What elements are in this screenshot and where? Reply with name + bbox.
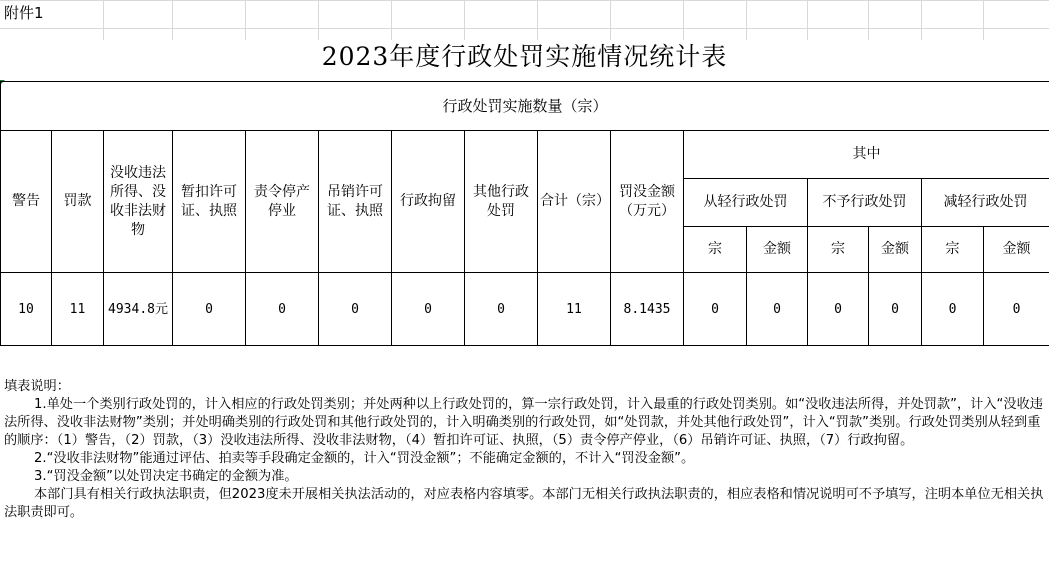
note-item: 本部门具有相关行政执法职责，但2023度未开展相关执法活动的，对应表格内容填零。本部门无相关行政执法职责的，相应表格和情况说明可不予填写，注明本单位无相关执法职责即可。: [4, 487, 1044, 520]
cell-reduced-amount: 0: [984, 273, 1049, 346]
col-header-warning: 警告: [1, 131, 52, 273]
subgroup-lenient: 从轻行政处罚: [684, 179, 808, 227]
col-header-confiscation: 没收违法所得、没收非法财物: [104, 131, 173, 273]
subgroup-no-penalty: 不予行政处罚: [808, 179, 922, 227]
col-header-total: 合计（宗）: [538, 131, 611, 273]
subcol-count: 宗: [922, 227, 984, 273]
note-item: 3.“罚没金额”以处罚决定书确定的金额为准。: [34, 469, 298, 484]
grid-line: [746, 0, 747, 40]
cell-production-halt: 0: [246, 273, 319, 346]
note-item: 1.单处一个类别行政处罚的，计入相应的行政处罚类别；并处两种以上行政处罚的，算一宗行政处罚，计入最重的行政处罚类别。如“没收违法所得，并处罚款”，计入“没收违法所得、没收非法财物”类别；并处明确类别的行政处罚和其他行政处罚的，计入明确类别的行政处罚，如“处罚款，并处其他行政处罚”，计入“罚款”类别。行政处罚类别从轻到重的顺序：（1）警告，（2）罚款，（3）没收违法所得、没收非法财物，（4）暂扣许可证、执照，（5）责令停产停业，（6）吊销许可证、执照，（7）行政拘留。: [4, 397, 1043, 448]
grid-line: [683, 0, 684, 40]
subcol-count: 宗: [808, 227, 869, 273]
col-header-amount: 罚没金额（万元）: [611, 131, 684, 273]
grid-line: [983, 0, 984, 40]
subcol-amount: 金额: [869, 227, 922, 273]
cell-lenient-count: 0: [684, 273, 747, 346]
subcol-amount: 金额: [984, 227, 1049, 273]
cell-detention: 0: [392, 273, 465, 346]
cell-reduced-count: 0: [922, 273, 984, 346]
grid-line: [807, 0, 808, 40]
col-header-production-halt: 责令停产停业: [246, 131, 319, 273]
grid-line: [0, 0, 1049, 1]
col-header-license-suspension: 暂扣许可证、执照: [173, 131, 246, 273]
cell-license-suspension: 0: [173, 273, 246, 346]
grid-line: [921, 0, 922, 40]
subcol-amount: 金额: [747, 227, 808, 273]
subgroup-reduced: 减轻行政处罚: [922, 179, 1049, 227]
grid-line: [610, 0, 611, 40]
cell-no-penalty-amount: 0: [869, 273, 922, 346]
grid-line: [0, 28, 1049, 29]
column-header-row: [1, 131, 1049, 179]
grid-line: [537, 0, 538, 40]
grid-line: [391, 0, 392, 40]
statistics-table: [0, 81, 1049, 346]
subcol-count: 宗: [684, 227, 747, 273]
cell-amount: 8.1435: [611, 273, 684, 346]
filling-notes: [4, 378, 1044, 522]
cell-other: 0: [465, 273, 538, 346]
grid-line: [464, 0, 465, 40]
grid-line: [103, 0, 104, 40]
notes-heading: 填表说明：: [4, 379, 70, 394]
note-item: 2.“没收非法财物”能通过评估、拍卖等手段确定金额的，计入“罚没金额”；不能确定金额的，不计入“罚没金额”。: [34, 451, 695, 466]
cell-lenient-amount: 0: [747, 273, 808, 346]
table-row: [1, 273, 1049, 346]
group-header-row: [1, 82, 1049, 131]
cell-confiscation: 4934.8元: [104, 273, 173, 346]
cell-total: 11: [538, 273, 611, 346]
group-title: 行政处罚实施数量（宗）: [1, 82, 1049, 131]
page-title: 2023年度行政处罚实施情况统计表: [321, 42, 728, 71]
attachment-label: 附件1: [4, 4, 44, 22]
col-header-fine: 罚款: [52, 131, 104, 273]
among-header: 其中: [684, 131, 1049, 179]
cell-warning: 10: [1, 273, 52, 346]
col-header-other: 其他行政处罚: [465, 131, 538, 273]
col-header-license-revocation: 吊销许可证、执照: [319, 131, 392, 273]
cell-no-penalty-count: 0: [808, 273, 869, 346]
grid-line: [172, 0, 173, 40]
grid-line: [868, 0, 869, 40]
col-header-detention: 行政拘留: [392, 131, 465, 273]
cell-fine: 11: [52, 273, 104, 346]
grid-line: [245, 0, 246, 40]
cell-license-revocation: 0: [319, 273, 392, 346]
grid-line: [318, 0, 319, 40]
